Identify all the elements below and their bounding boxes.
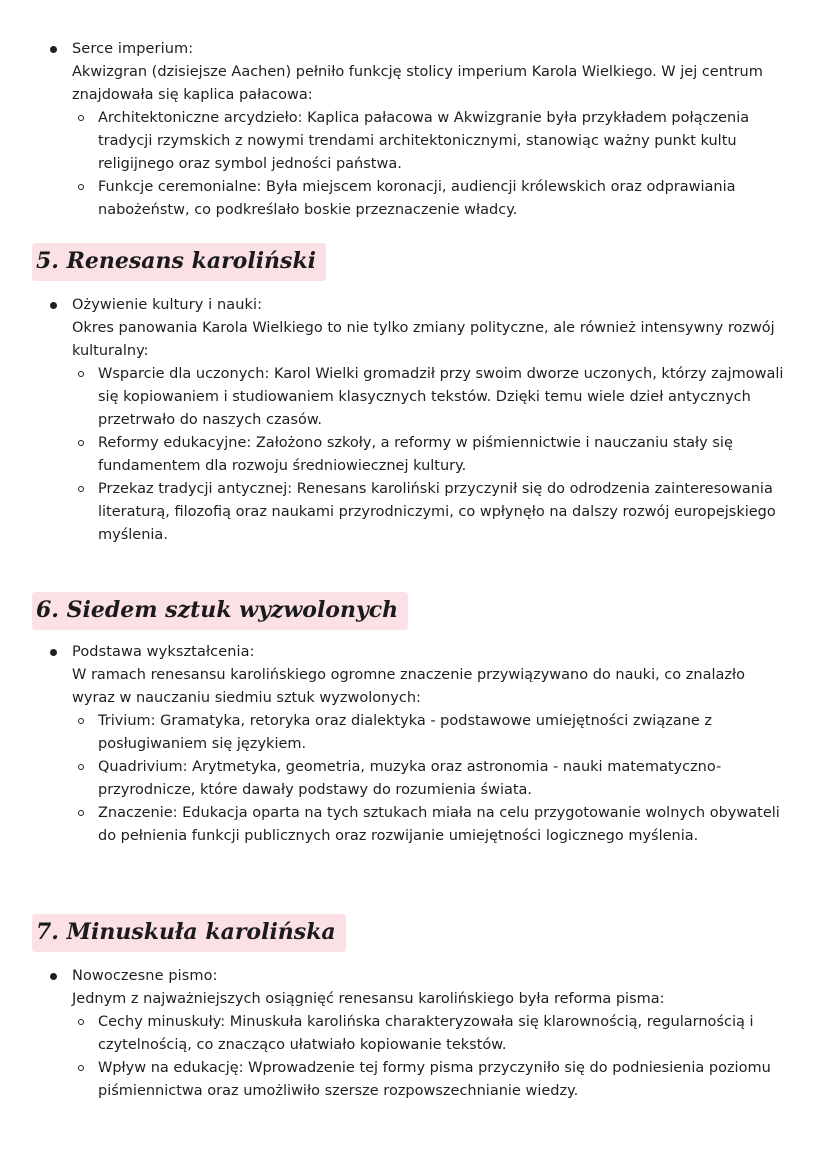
sub-item [0, 107, 828, 176]
sub-item-text: Cechy minuskuły: Minuskuła karolińska charakteryzowała się klarownością, regularnością i czytelnością, co znacząco ułatwiało kopiowanie tekstów. [98, 1014, 754, 1053]
sub-item [0, 756, 828, 802]
sub-bullet-circle [78, 115, 84, 121]
sub-item [0, 802, 828, 848]
section-heading-7: 7. Minuskuła karolińska [32, 914, 346, 952]
sub-bullet-circle [78, 1065, 84, 1071]
bullet-intro: W ramach renesansu karolińskiego ogromne znaczenie przywiązywano do nauki, co znalazło wyraz w nauczaniu siedmiu sztuk wyzwolonych: [72, 667, 745, 706]
sub-item-text: Wpływ na edukację: Wprowadzenie tej formy pisma przyczyniło się do podniesienia poziomu piśmiennictwa oraz umożliwiło szersze rozpowszechnianie wiedzy. [98, 1060, 771, 1099]
sub-item-text: Znaczenie: Edukacja oparta na tych sztukach miała na celu przygotowanie wolnych obywateli do pełnienia funkcji publicznych oraz rozwijanie umiejętności logicznego myślenia. [98, 805, 780, 844]
bullet-section5-title [0, 294, 828, 317]
sub-bullet-circle [78, 718, 84, 724]
sub-item-text: Funkcje ceremonialne: Była miejscem koronacji, audiencji królewskich oraz odprawiania nabożeństw, co podkreślało boskie przeznaczenie władcy. [98, 179, 736, 218]
sub-item [0, 176, 828, 222]
bullet-intro: Akwizgran (dzisiejsze Aachen) pełniło funkcję stolicy imperium Karola Wielkiego. W jej centrum znajdowała się kaplica pałacowa: [72, 64, 763, 103]
sub-item-text: Quadrivium: Arytmetyka, geometria, muzyka oraz astronomia - nauki matematyczno-przyrodnicze, które dawały podstawy do rozumienia świata. [98, 759, 722, 798]
section-minuskula [0, 965, 828, 1103]
sub-item-text: Przekaz tradycji antycznej: Renesans karoliński przyczynił się do odrodzenia zainteresowania literaturą, filozofią oraz naukami przyrodniczymi, co wpłynęło na dalszy rozwój europejskiego myślenia. [98, 481, 776, 543]
bullet-title: Nowoczesne pismo: [72, 968, 218, 984]
bullet-serce-title [0, 38, 828, 61]
sub-item [0, 1011, 828, 1057]
bullet-dot [50, 649, 57, 656]
bullet-title: Serce imperium: [72, 41, 194, 57]
section-heading-5: 5. Renesans karoliński [32, 243, 326, 281]
bullet-intro: Jednym z najważniejszych osiągnięć renesansu karolińskiego była reforma pisma: [72, 991, 665, 1007]
sub-item [0, 1057, 828, 1103]
sub-bullet-circle [78, 440, 84, 446]
bullet-dot [50, 46, 57, 53]
sub-bullet-circle [78, 371, 84, 377]
bullet-title: Ożywienie kultury i nauki: [72, 297, 263, 313]
section-siedem-sztuk [0, 641, 828, 848]
bullet-title: Podstawa wykształcenia: [72, 644, 255, 660]
sub-item [0, 478, 828, 547]
sub-bullet-circle [78, 184, 84, 190]
sub-bullet-circle [78, 1019, 84, 1025]
bullet-dot [50, 302, 57, 309]
sub-bullet-circle [78, 764, 84, 770]
sub-item [0, 710, 828, 756]
sub-item-text: Trivium: Gramatyka, retoryka oraz dialektyka - podstawowe umiejętności związane z posługiwaniem się językiem. [98, 713, 713, 752]
section-renesans [0, 294, 828, 547]
sub-bullet-circle [78, 810, 84, 816]
sub-bullet-circle [78, 486, 84, 492]
section-heading-6: 6. Siedem sztuk wyzwolonych [32, 592, 408, 630]
sub-item [0, 363, 828, 432]
sub-item [0, 432, 828, 478]
bullet-section6-title [0, 641, 828, 664]
section-serce-imperium [0, 38, 828, 222]
sub-item-text: Wsparcie dla uczonych: Karol Wielki gromadził przy swoim dworze uczonych, którzy zajmowali się kopiowaniem i studiowaniem klasycznych tekstów. Dzięki temu wiele dzieł antycznych przetrwało do naszych czasów. [98, 366, 784, 428]
sub-item-text: Architektoniczne arcydzieło: Kaplica pałacowa w Akwizgranie była przykładem połączenia tradycji rzymskich z nowymi trendami architektonicznymi, stanowiąc ważny punkt kultu religijnego oraz symbol jedności państwa. [98, 110, 750, 172]
bullet-section7-title [0, 965, 828, 988]
sub-item-text: Reformy edukacyjne: Założono szkoły, a reformy w piśmiennictwie i nauczaniu stały się fundamentem dla rozwoju średniowiecznej kultury. [98, 435, 733, 474]
bullet-dot [50, 973, 57, 980]
bullet-intro: Okres panowania Karola Wielkiego to nie tylko zmiany polityczne, ale również intensywny rozwój kulturalny: [72, 320, 775, 359]
